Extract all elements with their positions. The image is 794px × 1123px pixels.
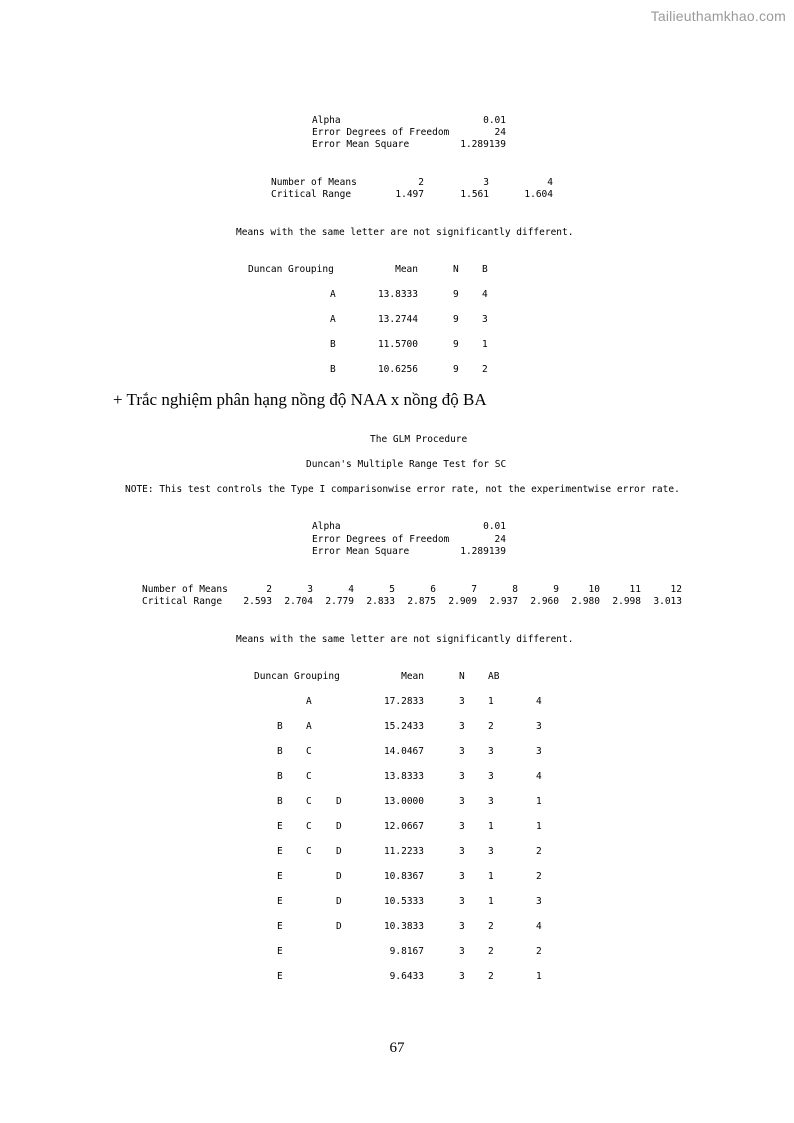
means-value: 4: [547, 177, 553, 188]
group-letter-1: B: [277, 796, 283, 807]
header-n: N: [453, 264, 459, 275]
mse-label: Error Mean Square: [312, 546, 410, 557]
means-value: 4: [348, 584, 354, 595]
header-grouping: Duncan Grouping: [254, 671, 340, 682]
note-line: NOTE: This test controls the Type I comparisonwise error rate, not the experimentwise error rate.: [125, 484, 680, 495]
range-value: 2.833: [366, 596, 395, 607]
mean-value: 10.3833: [383, 921, 424, 932]
b-level: 1: [536, 971, 542, 982]
n-value: 3: [459, 971, 465, 982]
n-value: 3: [459, 771, 465, 782]
level-value: 4: [482, 289, 488, 300]
mean-value: 9.6433: [389, 971, 424, 982]
significance-note: Means with the same letter are not significantly different.: [236, 634, 574, 645]
n-value: 3: [459, 846, 465, 857]
range-value: 2.875: [407, 596, 436, 607]
n-value: 9: [453, 314, 459, 325]
b-level: 4: [536, 921, 542, 932]
b-level: 4: [536, 771, 542, 782]
group-letter-1: B: [277, 746, 283, 757]
group-letter-3: D: [336, 871, 342, 882]
means-value: 12: [670, 584, 682, 595]
group-letter-1: B: [277, 721, 283, 732]
range-value: 1.497: [395, 189, 424, 200]
b-level: 2: [536, 871, 542, 882]
significance-note: Means with the same letter are not significantly different.: [236, 227, 574, 238]
means-value: 6: [430, 584, 436, 595]
n-value: 3: [459, 696, 465, 707]
b-level: 2: [536, 846, 542, 857]
procedure-title: The GLM Procedure: [370, 434, 468, 445]
b-level: 3: [536, 746, 542, 757]
a-level: 3: [488, 796, 494, 807]
range-value: 3.013: [653, 596, 682, 607]
n-value: 3: [459, 746, 465, 757]
a-level: 3: [488, 746, 494, 757]
means-value: 3: [307, 584, 313, 595]
section-heading: + Trắc nghiệm phân hạng nồng độ NAA x nồng độ BA: [113, 390, 487, 409]
group-letter-1: E: [277, 921, 283, 932]
mean-value: 13.2744: [377, 314, 418, 325]
mean-value: 10.8367: [383, 871, 424, 882]
mean-value: 11.2233: [383, 846, 424, 857]
range-value: 2.998: [612, 596, 641, 607]
header-factor: AB: [488, 671, 500, 682]
group-letter: A: [330, 289, 336, 300]
range-value: 2.593: [243, 596, 272, 607]
group-letter-1: E: [277, 846, 283, 857]
n-value: 9: [453, 339, 459, 350]
n-value: 3: [459, 796, 465, 807]
df-value: 24: [494, 534, 506, 545]
mean-value: 12.0667: [383, 821, 424, 832]
critical-range-label: Critical Range: [271, 189, 352, 200]
a-level: 2: [488, 971, 494, 982]
alpha-label: Alpha: [312, 521, 341, 532]
means-value: 2: [418, 177, 424, 188]
a-level: 2: [488, 946, 494, 957]
n-value: 3: [459, 896, 465, 907]
mse-value: 1.289139: [460, 139, 506, 150]
mean-value: 10.5333: [383, 896, 424, 907]
alpha-value: 0.01: [483, 521, 506, 532]
range-value: 2.980: [571, 596, 600, 607]
watermark: Tailieuthamkhao.com: [650, 8, 786, 24]
level-value: 3: [482, 314, 488, 325]
means-value: 11: [629, 584, 641, 595]
group-letter-3: D: [336, 796, 342, 807]
df-value: 24: [494, 127, 506, 138]
range-value: 1.604: [524, 189, 553, 200]
means-value: 7: [471, 584, 477, 595]
n-value: 3: [459, 821, 465, 832]
header-n: N: [459, 671, 465, 682]
a-level: 1: [488, 896, 494, 907]
group-letter-2: C: [306, 796, 312, 807]
a-level: 2: [488, 721, 494, 732]
b-level: 1: [536, 796, 542, 807]
n-value: 3: [459, 946, 465, 957]
group-letter: B: [330, 339, 336, 350]
group-letter-1: B: [277, 771, 283, 782]
b-level: 4: [536, 696, 542, 707]
n-value: 3: [459, 721, 465, 732]
group-letter-3: D: [336, 846, 342, 857]
range-value: 1.561: [460, 189, 489, 200]
mean-value: 17.2833: [383, 696, 424, 707]
a-level: 2: [488, 921, 494, 932]
group-letter-2: C: [306, 771, 312, 782]
group-letter-3: D: [336, 821, 342, 832]
mse-label: Error Mean Square: [312, 139, 410, 150]
b-level: 2: [536, 946, 542, 957]
means-value: 9: [553, 584, 559, 595]
a-level: 1: [488, 871, 494, 882]
group-letter-2: C: [306, 821, 312, 832]
group-letter-1: E: [277, 871, 283, 882]
test-title: Duncan's Multiple Range Test for SC: [306, 459, 507, 470]
critical-range-label: Critical Range: [142, 596, 223, 607]
header-mean: Mean: [395, 264, 418, 275]
group-letter-1: E: [277, 821, 283, 832]
mean-value: 13.0000: [383, 796, 424, 807]
mean-value: 10.6256: [377, 364, 418, 375]
header-grouping: Duncan Grouping: [248, 264, 334, 275]
alpha-value: 0.01: [483, 115, 506, 126]
group-letter-2: A: [306, 721, 312, 732]
means-value: 3: [483, 177, 489, 188]
mean-value: 13.8333: [383, 771, 424, 782]
header-factor: B: [482, 264, 488, 275]
df-label: Error Degrees of Freedom: [312, 127, 450, 138]
number-of-means-label: Number of Means: [271, 177, 357, 188]
b-level: 3: [536, 896, 542, 907]
range-value: 2.937: [489, 596, 518, 607]
group-letter: B: [330, 364, 336, 375]
mean-value: 15.2433: [383, 721, 424, 732]
range-value: 2.960: [530, 596, 559, 607]
a-level: 3: [488, 771, 494, 782]
a-level: 3: [488, 846, 494, 857]
group-letter: A: [330, 314, 336, 325]
mean-value: 13.8333: [377, 289, 418, 300]
number-of-means-label: Number of Means: [142, 584, 228, 595]
n-value: 3: [459, 921, 465, 932]
level-value: 1: [482, 339, 488, 350]
mean-value: 14.0467: [383, 746, 424, 757]
means-value: 2: [266, 584, 272, 595]
n-value: 9: [453, 289, 459, 300]
n-value: 3: [459, 871, 465, 882]
range-value: 2.704: [284, 596, 313, 607]
range-value: 2.779: [325, 596, 354, 607]
page-number: 67: [389, 1040, 405, 1056]
group-letter-2: A: [306, 696, 312, 707]
group-letter-1: E: [277, 896, 283, 907]
alpha-label: Alpha: [312, 115, 341, 126]
means-value: 5: [389, 584, 395, 595]
group-letter-3: D: [336, 896, 342, 907]
group-letter-3: D: [336, 921, 342, 932]
b-level: 1: [536, 821, 542, 832]
mean-value: 9.8167: [389, 946, 424, 957]
level-value: 2: [482, 364, 488, 375]
mean-value: 11.5700: [377, 339, 418, 350]
means-value: 10: [588, 584, 600, 595]
group-letter-2: C: [306, 746, 312, 757]
n-value: 9: [453, 364, 459, 375]
mse-value: 1.289139: [460, 546, 506, 557]
means-value: 8: [512, 584, 518, 595]
group-letter-1: E: [277, 971, 283, 982]
range-value: 2.909: [448, 596, 477, 607]
group-letter-1: E: [277, 946, 283, 957]
a-level: 1: [488, 696, 494, 707]
b-level: 3: [536, 721, 542, 732]
header-mean: Mean: [401, 671, 424, 682]
group-letter-2: C: [306, 846, 312, 857]
a-level: 1: [488, 821, 494, 832]
df-label: Error Degrees of Freedom: [312, 534, 450, 545]
